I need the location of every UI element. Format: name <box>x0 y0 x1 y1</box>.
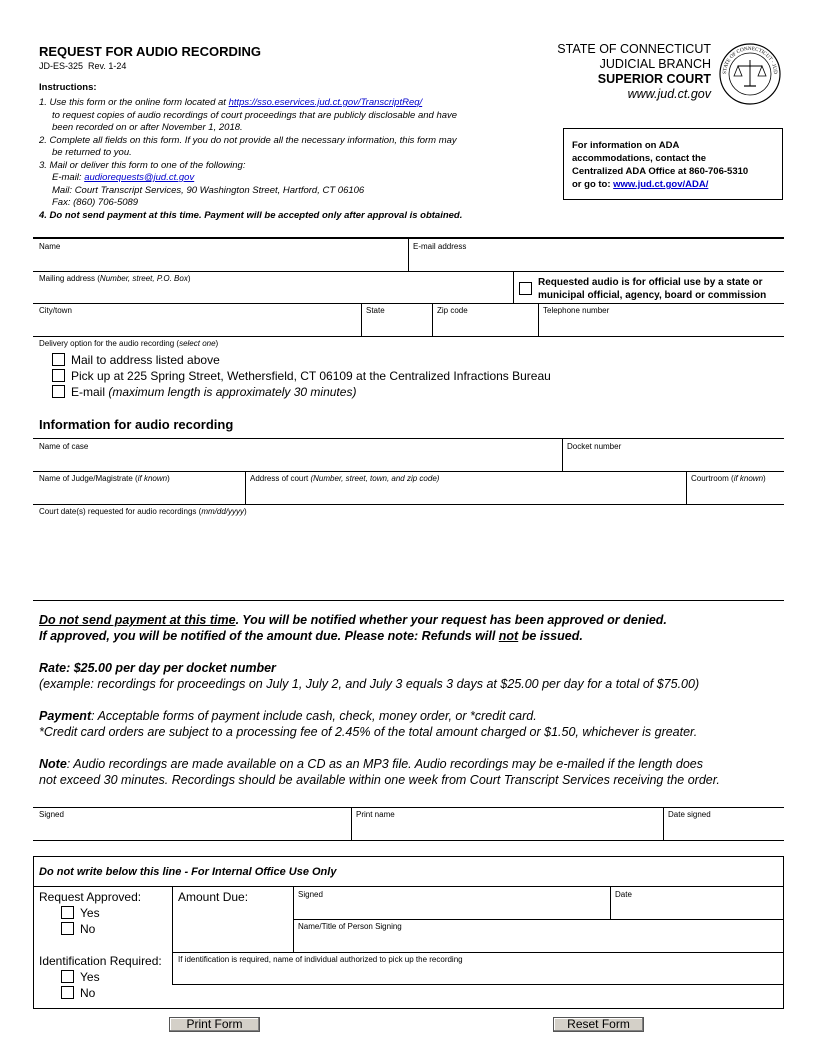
note-info: Note: Audio recordings are made available on a CD as an MP3 file. Audio recordings may be e-mailed if the length does not exceed 30 minutes. Recordings should be available within one week from Court Transcript Services receiving the order. <box>39 757 720 787</box>
amount-due-field[interactable] <box>176 905 291 949</box>
state-label: State <box>366 306 385 315</box>
request-approved-label: Request Approved: <box>39 890 142 904</box>
print-name-label: Print name <box>356 810 395 819</box>
phone-label: Telephone number <box>543 306 610 315</box>
case-name-field[interactable] <box>34 451 560 469</box>
office-date-field[interactable] <box>612 899 782 917</box>
city-field[interactable] <box>34 316 359 334</box>
id-yes-checkbox[interactable] <box>61 970 74 983</box>
date-signed-label: Date signed <box>668 810 711 819</box>
office-signed-field[interactable] <box>295 899 608 917</box>
delivery-email-checkbox[interactable] <box>52 385 65 398</box>
docket-label: Docket number <box>567 442 622 451</box>
delivery-email-label: E-mail (maximum length is approximately 30 minutes) <box>71 385 357 399</box>
court-address-label: Address of court (Number, street, town, and zip code) <box>250 474 440 483</box>
approved-no-label: No <box>80 922 96 936</box>
office-signed-label: Signed <box>298 890 323 899</box>
delivery-mail-checkbox[interactable] <box>52 353 65 366</box>
official-use-label: Requested audio is for official use by a state or municipal official, agency, board or commission <box>538 277 767 301</box>
court-header: STATE OF CONNECTICUT JUDICIAL BRANCH SUPERIOR COURT www.jud.ct.gov <box>557 42 711 101</box>
print-form-button[interactable]: Print Form <box>169 1017 260 1032</box>
id-required-label: Identification Required: <box>39 954 162 968</box>
signed-label: Signed <box>39 810 64 819</box>
delivery-pickup-label: Pick up at 225 Spring Street, Wethersfield, CT 06109 at the Centralized Infractions Bureau <box>71 369 551 383</box>
zip-label: Zip code <box>437 306 468 315</box>
rate-info: Rate: $25.00 per day per docket number (example: recordings for proceedings on July 1, July 2, and July 3 equals 3 days at $25.00 per day for a total of $75.00) <box>39 661 700 691</box>
delivery-label: Delivery option for the audio recording (select one) <box>39 339 219 348</box>
transcript-req-link[interactable]: https://sso.eservices.jud.ct.gov/TranscriptReq/ <box>228 97 423 108</box>
judge-label: Name of Judge/Magistrate (if known) <box>39 474 170 483</box>
approved-no-checkbox[interactable] <box>61 922 74 935</box>
delivery-mail-label: Mail to address listed above <box>71 353 220 367</box>
payment-info: Payment: Acceptable forms of payment include cash, check, money order, or *credit card. *Credit card orders are subject to a processing fee of 2.45% of the total amount charged or $1.50, whichever is greater. <box>39 709 698 739</box>
office-date-label: Date <box>615 890 632 899</box>
official-use-checkbox[interactable] <box>519 282 532 295</box>
name-label: Name <box>39 242 61 251</box>
court-address-field[interactable] <box>247 484 684 502</box>
date-signed-field[interactable] <box>665 820 782 838</box>
delivery-pickup-checkbox[interactable] <box>52 369 65 382</box>
svg-text:STATE OF CONNECTICUT · JUDICIA: STATE OF CONNECTICUT · JUD <box>721 45 779 75</box>
mailing-address-label: Mailing address (Number, street, P.O. Box) <box>39 274 191 283</box>
name-field[interactable] <box>34 251 404 269</box>
city-label: City/town <box>39 306 72 315</box>
docket-field[interactable] <box>564 451 782 469</box>
state-field[interactable] <box>363 316 430 334</box>
mailing-address-field[interactable] <box>34 284 509 302</box>
judge-field[interactable] <box>34 484 243 502</box>
zip-field[interactable] <box>434 316 536 334</box>
email-label: E-mail address <box>413 242 467 251</box>
approved-yes-checkbox[interactable] <box>61 906 74 919</box>
name-title-field[interactable] <box>295 932 782 950</box>
print-name-field[interactable] <box>353 820 661 838</box>
id-note-label: If identification is required, name of individual authorized to pick up the recording <box>178 955 463 964</box>
office-use-heading: Do not write below this line - For Internal Office Use Only <box>39 866 337 878</box>
id-no-checkbox[interactable] <box>61 986 74 999</box>
name-title-label: Name/Title of Person Signing <box>298 922 402 931</box>
instructions-heading: Instructions: <box>39 82 97 93</box>
court-dates-field[interactable] <box>34 517 782 597</box>
instructions: 1. Use this form or the online form located at https://sso.eservices.jud.ct.gov/TranscriptReq/ to request copies of audio recordings of court proceedings that are publicly disclosable and have been recorded on or after November 1, 2018. 2. Complete all fields on this form. If you do not provide all the necessary information, this form may be returned to you. 3. Mail or deliver this form to one of the following: E-mail: audiorequests@jud.ct.gov Mail: Court Transcript Services, 90 Washington Street, Hartford, CT 06106 Fax: (860) 706-5089 4. Do not send payment at this time. Payment will be accepted only after approval is obtained. <box>39 97 463 221</box>
form-title: REQUEST FOR AUDIO RECORDING <box>39 44 261 59</box>
courtroom-label: Courtroom (if known) <box>691 474 766 483</box>
reset-form-button[interactable]: Reset Form <box>553 1017 644 1032</box>
audio-requests-email-link[interactable]: audiorequests@jud.ct.gov <box>84 172 195 183</box>
case-name-label: Name of case <box>39 442 89 451</box>
signature-field[interactable] <box>34 820 349 838</box>
ada-info-box: For information on ADA accommodations, contact the Centralized ADA Office at 860-706-5310 or go to: www.jud.ct.gov/ADA/ <box>563 128 783 200</box>
court-dates-label: Court date(s) requested for audio recordings (mm/dd/yyyy) <box>39 507 247 516</box>
ada-link[interactable]: www.jud.ct.gov/ADA/ <box>613 179 709 190</box>
form-id: JD-ES-325 Rev. 1-24 <box>39 61 127 71</box>
approved-yes-label: Yes <box>80 906 100 920</box>
audio-info-heading: Information for audio recording <box>39 417 234 432</box>
id-no-label: No <box>80 986 96 1000</box>
courtroom-field[interactable] <box>688 484 782 502</box>
authorized-name-field[interactable] <box>176 965 782 983</box>
amount-due-label: Amount Due: <box>178 890 249 904</box>
phone-field[interactable] <box>540 316 782 334</box>
email-field[interactable] <box>410 251 782 269</box>
id-yes-label: Yes <box>80 970 100 984</box>
payment-notice: Do not send payment at this time. You will be notified whether your request has been approved or denied. If approved, you will be notified of the amount due. Please note: Refunds will not be issued. <box>39 613 667 643</box>
judicial-seal <box>718 42 782 106</box>
